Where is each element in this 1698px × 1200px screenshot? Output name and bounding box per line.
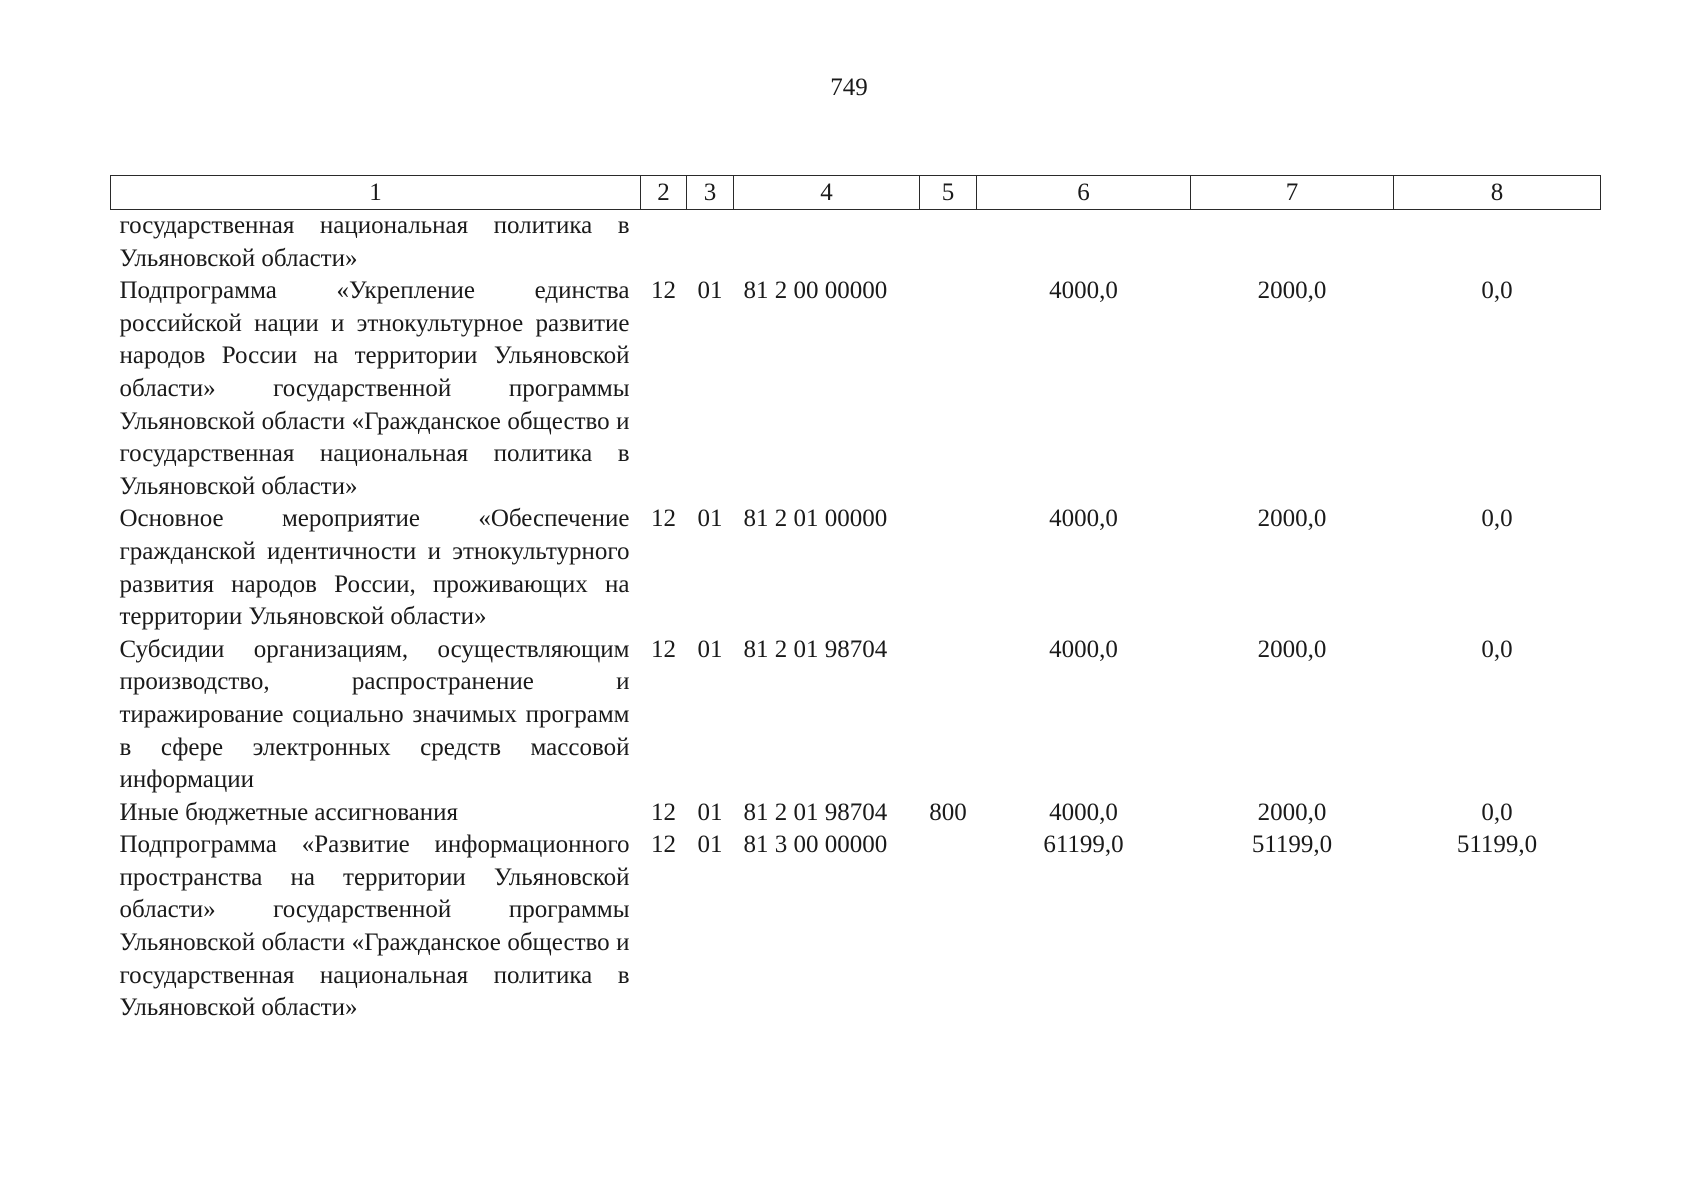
section-code: 12 — [651, 277, 676, 305]
amount-col-7: 2000,0 — [1257, 798, 1327, 826]
amount-col-6: 4000,0 — [1049, 798, 1118, 826]
header-cell: 3 — [687, 176, 734, 210]
amount-col-8 — [1394, 210, 1601, 276]
amount-col-8: 0,0 — [1481, 277, 1513, 305]
amount-col-8: 0,0 — [1481, 798, 1513, 826]
amount-col-8: 51199,0 — [1456, 831, 1538, 859]
row-name: Иные бюджетные ассигнования — [119, 798, 459, 826]
table-row — [111, 210, 1601, 276]
section-code: 12 — [651, 635, 676, 663]
table-row — [111, 829, 1601, 1025]
amount-col-8: 0,0 — [1481, 505, 1513, 533]
amount-col-6: 4000,0 — [1049, 635, 1118, 663]
amount-col-7: 2000,0 — [1257, 277, 1327, 305]
page-number: 749 — [830, 74, 868, 101]
amount-col-7: 2000,0 — [1257, 635, 1327, 663]
subsection-code: 01 — [697, 505, 723, 533]
expense-type-code — [920, 210, 977, 276]
target-article-code — [734, 210, 920, 276]
amount-col-6: 4000,0 — [1049, 277, 1118, 305]
expense-type-code — [920, 275, 977, 503]
table-row — [111, 275, 1601, 503]
budget-table — [110, 175, 1601, 1025]
target-article-code: 81 2 01 00000 — [743, 505, 888, 533]
table-row — [111, 634, 1601, 797]
section-code — [641, 210, 687, 276]
section-code: 12 — [651, 798, 676, 826]
target-article-code: 81 2 00 00000 — [743, 277, 888, 305]
amount-col-6: 61199,0 — [1043, 831, 1124, 859]
header-cell: 8 — [1394, 176, 1601, 210]
row-name: Подпрограмма «Укрепление единства российской нации и этнокультурное развитие народов России на территории Ульяновской области» государственной программы Ульяновской области «Гражданское общество и государственная национальная политика в Ульяновской области» — [119, 277, 630, 500]
amount-col-7: 2000,0 — [1257, 505, 1327, 533]
amount-col-6 — [977, 210, 1191, 276]
table-row — [111, 797, 1601, 830]
subsection-code: 01 — [697, 635, 723, 663]
header-cell: 4 — [734, 176, 920, 210]
expense-type-code: 800 — [929, 798, 967, 826]
table-row — [111, 503, 1601, 633]
section-code: 12 — [651, 831, 676, 859]
header-cell: 1 — [111, 176, 641, 210]
row-name: государственная национальная политика в Ульяновской области» — [119, 212, 630, 272]
expense-type-code — [920, 503, 977, 633]
amount-col-6: 4000,0 — [1049, 505, 1118, 533]
expense-type-code — [920, 634, 977, 797]
subsection-code — [687, 210, 734, 276]
subsection-code: 01 — [697, 831, 723, 859]
header-cell: 5 — [920, 176, 977, 210]
subsection-code: 01 — [697, 277, 723, 305]
target-article-code: 81 3 00 00000 — [743, 831, 888, 859]
header-cell: 2 — [641, 176, 687, 210]
header-cell: 7 — [1191, 176, 1394, 210]
row-name: Субсидии организациям, осуществляющим производство, распространение и тиражирование социально значимых программ в сфере электронных средств массовой информации — [119, 635, 630, 794]
amount-col-7 — [1191, 210, 1394, 276]
subsection-code: 01 — [697, 798, 723, 826]
section-code: 12 — [651, 505, 676, 533]
expense-type-code — [920, 829, 977, 1025]
table-header-row — [111, 176, 1601, 210]
amount-col-7: 51199,0 — [1251, 831, 1333, 859]
target-article-code: 81 2 01 98704 — [743, 635, 888, 663]
target-article-code: 81 2 01 98704 — [743, 798, 888, 826]
amount-col-8: 0,0 — [1481, 635, 1513, 663]
header-cell: 6 — [977, 176, 1191, 210]
row-name: Основное мероприятие «Обеспечение гражданской идентичности и этнокультурного развития народов России, проживающих на территории Ульяновской области» — [119, 505, 630, 631]
row-name: Подпрограмма «Развитие информационного пространства на территории Ульяновской области» государственной программы Ульяновской области «Гражданское общество и государственная национальная политика в Ульяновской области» — [119, 831, 630, 1022]
